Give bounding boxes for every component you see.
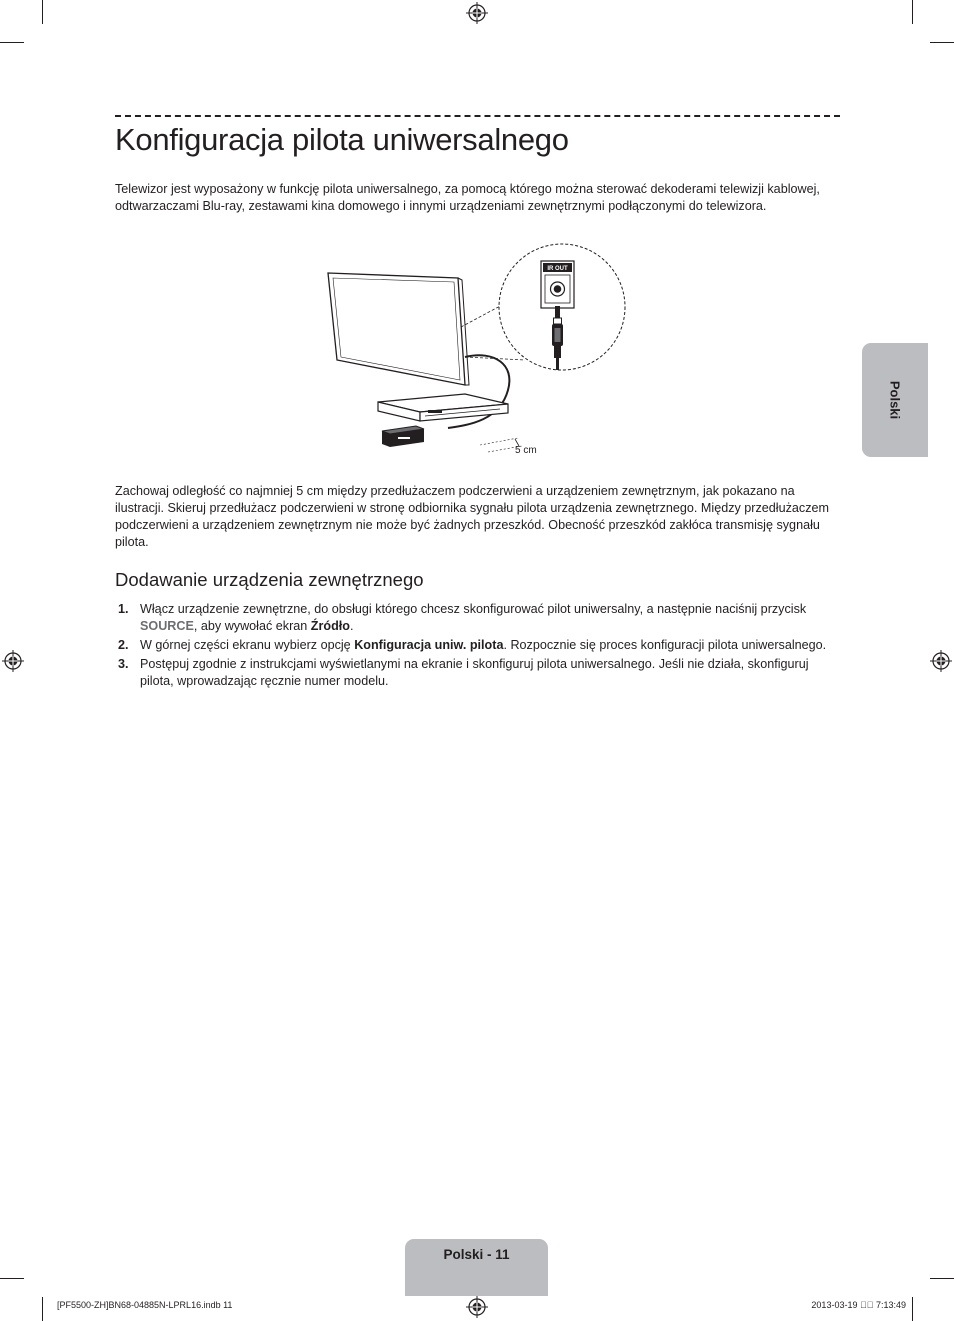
option-name: Konfiguracja uniw. pilota <box>354 638 504 652</box>
step-number: 3. <box>118 657 129 671</box>
page-title: Konfiguracja pilota uniwersalnego <box>115 122 569 157</box>
crop-mark-bottom-left-horizontal <box>0 1278 24 1279</box>
registration-mark-icon <box>2 650 24 672</box>
language-side-tab <box>862 343 928 457</box>
steps-list <box>115 601 840 692</box>
list-item <box>115 601 840 635</box>
footer-timestamp: 2013-03-19    7:13:49 <box>811 1300 906 1310</box>
page-number: Polski - 11 <box>443 1247 510 1262</box>
language-side-tab-label: Polski <box>887 380 903 420</box>
screen-name: Źródło <box>310 619 350 633</box>
list-item <box>115 656 840 690</box>
footer-file-name: [PF5500-ZH]BN68-04885N-LPRL16.indb 11 <box>57 1300 233 1310</box>
step-number: 2. <box>118 638 129 652</box>
distance-label: 5 cm <box>515 445 537 456</box>
registration-mark-icon <box>466 1296 488 1318</box>
step-text: . <box>349 619 354 633</box>
step-text: Włącz urządzenie zewnętrzne, do obsługi którego chcesz skonfigurować pilot uniwersalny, a następnie naciśnij przycisk <box>140 602 807 616</box>
ir-extender-illustration <box>382 426 424 447</box>
step-text: Postępuj zgodnie z instrukcjami wyświetlanymi na ekranie i skonfiguruj pilota uniwersalnego. Jeśli nie działa, skonfiguruj pilota, wprowadzając ręcznie numer modelu. <box>140 657 809 688</box>
crop-mark-top-right-vertical <box>912 0 913 24</box>
source-key-name: SOURCE <box>140 619 194 633</box>
tv-illustration <box>328 273 469 385</box>
distance-note-paragraph: Zachowaj odległość co najmniej 5 cm między przedłużaczem podczerwieni a urządzeniem zewnętrznym, jak pokazano na ilustracji. Skieruj przedłużacz podczerwieni w stronę odbiornika sygnału pilota urządzenia zewnętrznego. Między przedłużaczem podczerwieni a urządzeniem zewnętrznym nie może być żadnych przeszkód. Obecność przeszkód zakłóca transmisję sygnału pilota. <box>115 484 829 549</box>
title-dotted-rule <box>115 115 840 117</box>
registration-mark-icon <box>930 650 952 672</box>
crop-mark-bottom-right-vertical <box>912 1297 913 1321</box>
page-number-tab <box>405 1239 548 1296</box>
crop-mark-bottom-right-horizontal <box>930 1278 954 1279</box>
list-item <box>115 637 840 654</box>
intro-paragraph: Telewizor jest wyposażony w funkcję pilota uniwersalnego, za pomocą którego można sterować dekoderami telewizji kablowej, odtwarzaczami Blu-ray, zestawami kina domowego i innymi urządzeniami zewnętrznymi podłączonymi do telewizora. <box>115 182 820 213</box>
crop-mark-top-right-horizontal <box>930 42 954 43</box>
step-number: 1. <box>118 602 129 616</box>
step-text: . Rozpocznie się proces konfiguracji pilota uniwersalnego. <box>503 638 827 652</box>
registration-mark-icon <box>466 2 488 24</box>
crop-mark-top-left-horizontal <box>0 42 24 43</box>
ir-extender-diagram <box>320 240 630 465</box>
step-text: W górnej części ekranu wybierz opcję <box>140 638 355 652</box>
crop-mark-bottom-left-vertical <box>42 1297 43 1321</box>
crop-mark-top-left-vertical <box>42 0 43 24</box>
step-text: , aby wywołać ekran <box>193 619 311 633</box>
port-label: IR OUT <box>547 266 568 272</box>
section-title: Dodawanie urządzenia zewnętrznego <box>115 569 424 590</box>
